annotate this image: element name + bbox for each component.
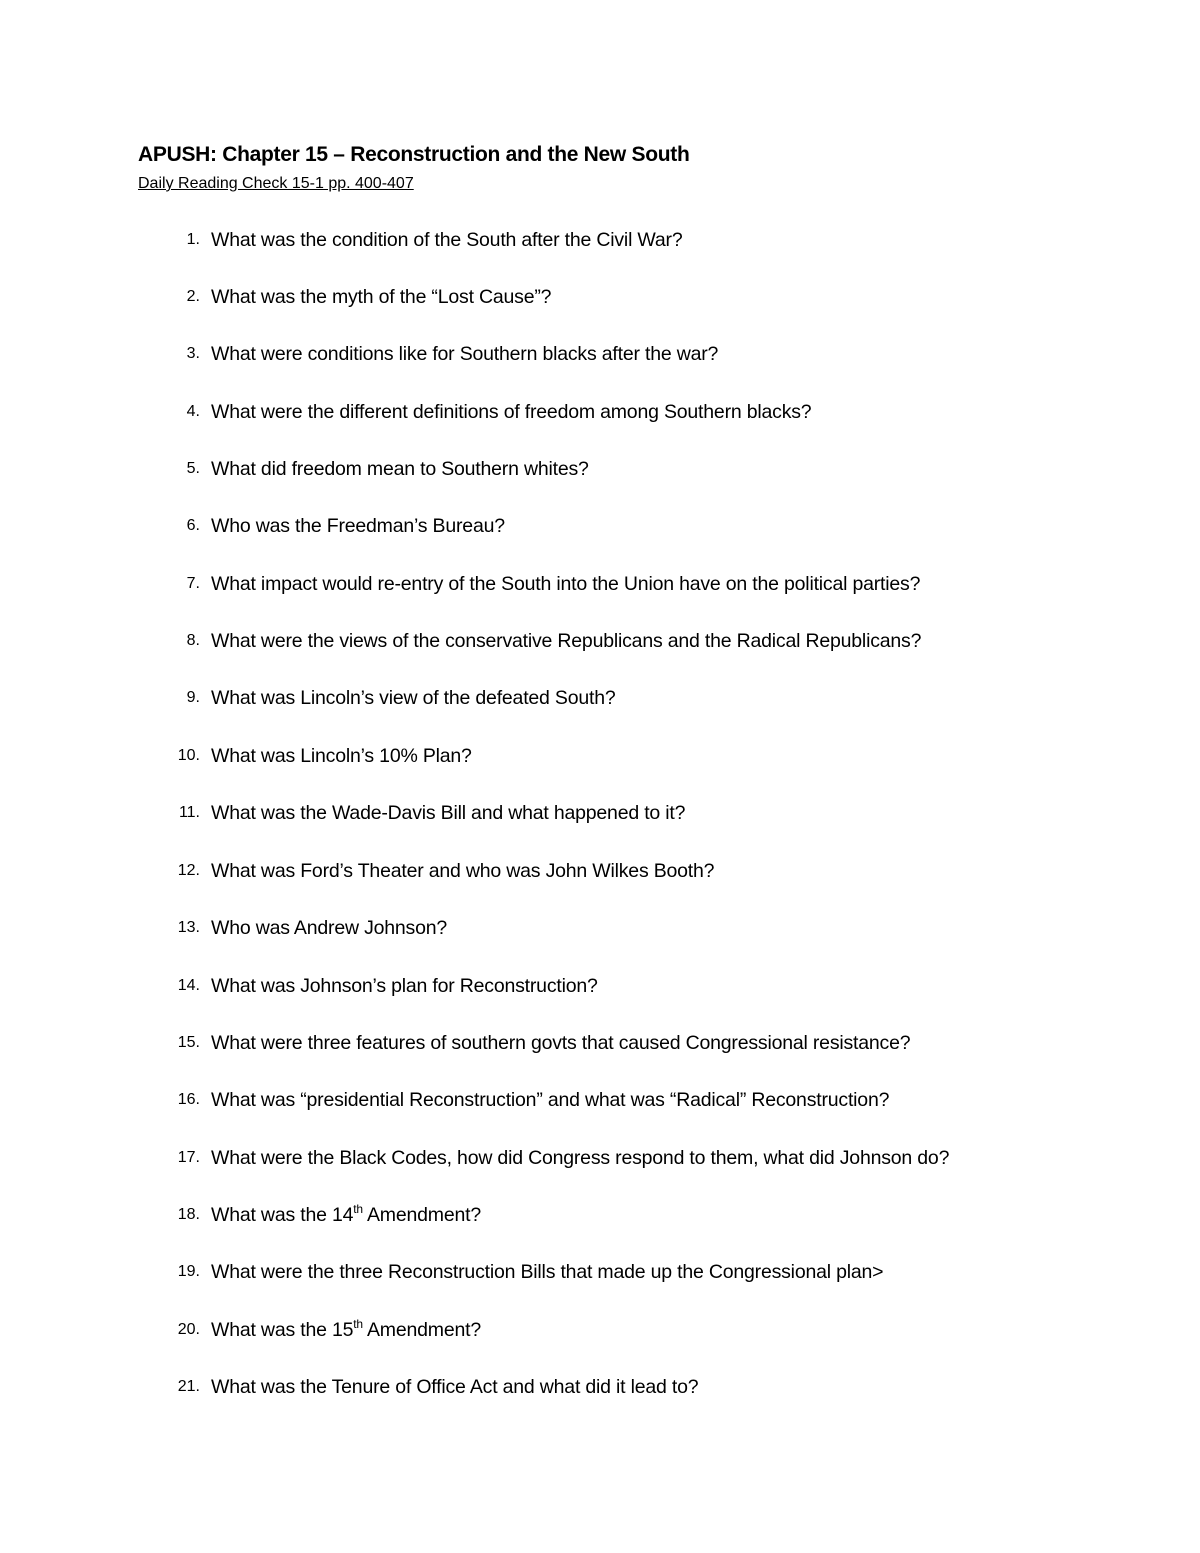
- question-text: What were the views of the conservative Republicans and the Radical Republicans?: [211, 630, 922, 652]
- question-text: Who was Andrew Johnson?: [211, 917, 448, 939]
- question-item: [0, 397, 1200, 427]
- question-item: [0, 1257, 1200, 1287]
- ordinal-suffix: th: [353, 1202, 363, 1216]
- question-number: 5.: [186, 460, 200, 477]
- question-number: 14.: [177, 977, 200, 994]
- question-text: What did freedom mean to Southern whites?: [211, 458, 589, 480]
- question-item: [0, 282, 1200, 312]
- question-text: What was Ford’s Theater and who was John Wilkes Booth?: [211, 860, 715, 882]
- question-item: [0, 225, 1200, 255]
- question-item: [0, 1372, 1200, 1402]
- question-item: [0, 971, 1200, 1001]
- question-text: What was Lincoln’s 10% Plan?: [211, 745, 472, 767]
- question-number: 20.: [177, 1321, 200, 1338]
- question-item: [0, 1143, 1200, 1173]
- question-text: What was the 15th Amendment?: [211, 1317, 481, 1341]
- question-text: What was Lincoln’s view of the defeated South?: [211, 687, 616, 709]
- question-item: [0, 683, 1200, 713]
- question-number: 3.: [186, 345, 200, 362]
- question-number: 19.: [177, 1263, 200, 1280]
- question-number: 9.: [186, 689, 200, 706]
- question-number: 17.: [177, 1149, 200, 1166]
- question-item: [0, 626, 1200, 656]
- question-number: 1.: [186, 231, 200, 248]
- question-text: What was the myth of the “Lost Cause”?: [211, 286, 552, 308]
- question-text: What were the different definitions of freedom among Southern blacks?: [211, 401, 812, 423]
- question-number: 11.: [178, 804, 200, 821]
- question-text: What was “presidential Reconstruction” and what was “Radical” Reconstruction?: [211, 1089, 890, 1111]
- question-text: What were conditions like for Southern blacks after the war?: [211, 343, 719, 365]
- question-number: 4.: [186, 403, 200, 420]
- question-text: What were three features of southern govts that caused Congressional resistance?: [211, 1032, 911, 1054]
- question-item: [0, 1028, 1200, 1058]
- question-number: 6.: [186, 517, 200, 534]
- question-item: [0, 856, 1200, 886]
- question-text: What were the three Reconstruction Bills that made up the Congressional plan>: [211, 1261, 884, 1283]
- question-number: 21.: [177, 1378, 200, 1395]
- question-item: [0, 339, 1200, 369]
- question-number: 16.: [177, 1091, 200, 1108]
- question-text: What was the condition of the South after the Civil War?: [211, 229, 683, 251]
- question-text: What was Johnson’s plan for Reconstruction?: [211, 975, 598, 997]
- page-title: APUSH: Chapter 15 – Reconstruction and the New South: [138, 143, 690, 166]
- question-text: Who was the Freedman’s Bureau?: [211, 515, 505, 537]
- question-number: 18.: [177, 1206, 200, 1223]
- question-item: [0, 1085, 1200, 1115]
- question-item: [0, 1315, 1200, 1345]
- question-number: 13.: [177, 919, 200, 936]
- question-number: 2.: [186, 288, 200, 305]
- question-number: 12.: [177, 862, 200, 879]
- question-item: [0, 1200, 1200, 1230]
- question-number: 10.: [177, 747, 200, 764]
- page-subtitle: Daily Reading Check 15-1 pp. 400-407: [138, 175, 414, 192]
- question-item: [0, 741, 1200, 771]
- question-item: [0, 798, 1200, 828]
- question-number: 8.: [186, 632, 200, 649]
- question-text: What was the Wade-Davis Bill and what happened to it?: [211, 802, 686, 824]
- question-text: What impact would re-entry of the South into the Union have on the political parties?: [211, 573, 921, 595]
- question-number: 15.: [177, 1034, 200, 1051]
- question-text: What was the 14th Amendment?: [211, 1202, 481, 1226]
- question-item: [0, 454, 1200, 484]
- question-number: 7.: [186, 575, 200, 592]
- question-item: [0, 913, 1200, 943]
- ordinal-suffix: th: [353, 1317, 363, 1331]
- question-text: What was the Tenure of Office Act and what did it lead to?: [211, 1376, 699, 1398]
- question-item: [0, 569, 1200, 599]
- question-text: What were the Black Codes, how did Congress respond to them, what did Johnson do?: [211, 1147, 950, 1169]
- question-item: [0, 511, 1200, 541]
